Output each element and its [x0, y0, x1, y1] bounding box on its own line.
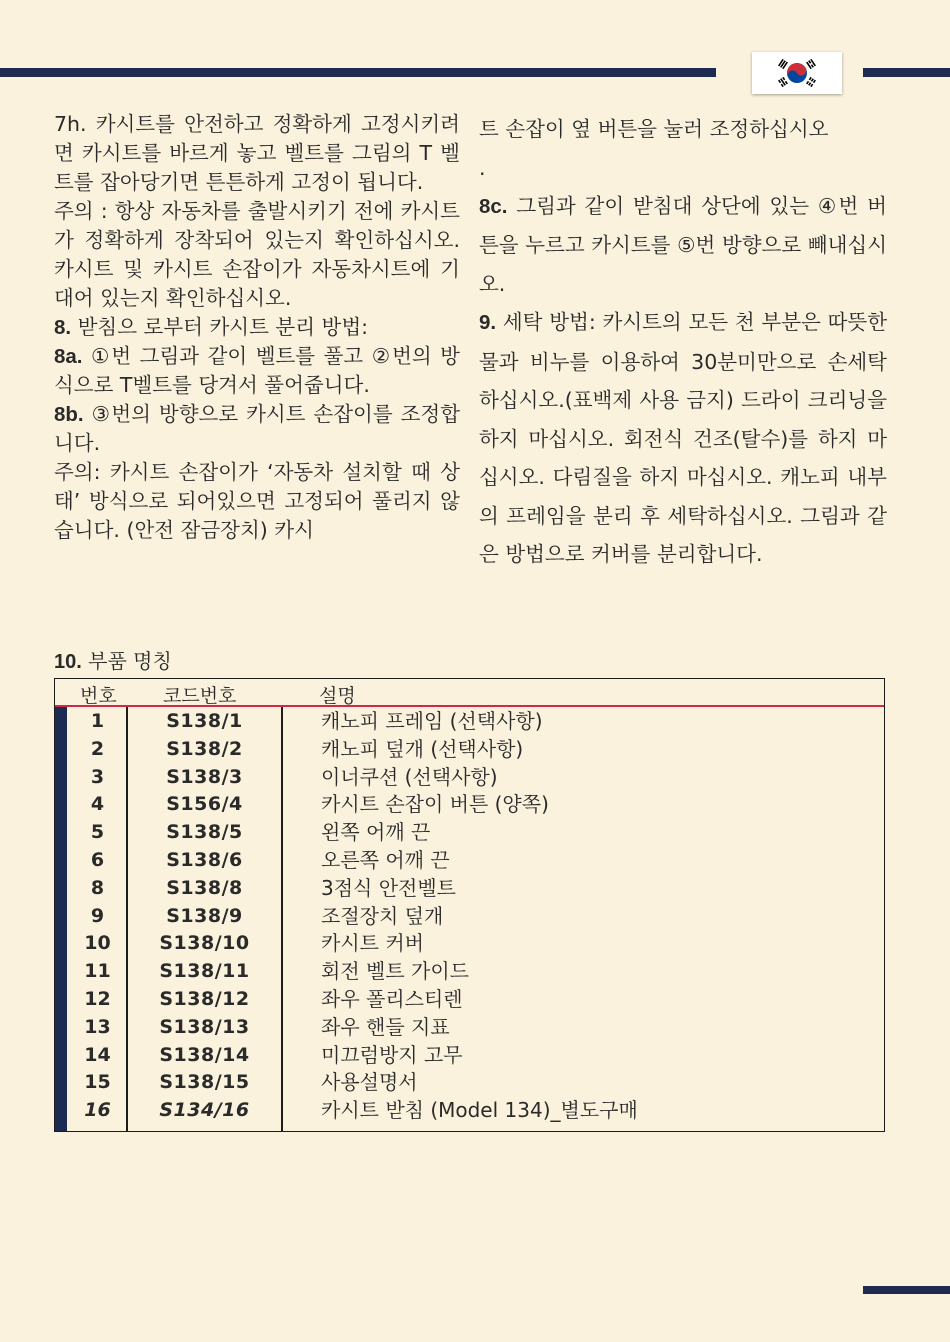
part-description: 캐노피 프레임 (선택사항): [321, 709, 543, 733]
table-row: [55, 1013, 884, 1041]
table-row: [55, 929, 884, 957]
part-number: 1: [90, 710, 105, 732]
step-8a: [54, 342, 460, 400]
table-header: [55, 679, 884, 707]
bottom-divider-bar: [863, 1286, 950, 1294]
step-8a-text: ①번 그림과 같이 벨트를 풀고 ②번의 방식으로 T벨트를 당겨서 풀어줍니다.: [54, 344, 460, 397]
table-row: [55, 902, 884, 930]
table-row: [55, 790, 884, 818]
header-code: 코드번호: [163, 685, 237, 707]
table-row: [55, 1068, 884, 1096]
continued-period: .: [479, 155, 486, 180]
table-row: [55, 818, 884, 846]
part-description: 카시트 커버: [321, 931, 424, 956]
parts-list-title: [54, 645, 172, 674]
part-description: 카시트 받침 (Model 134)_별도구매: [321, 1098, 638, 1123]
top-divider-bar-right: [863, 68, 950, 77]
part-description: 이너쿠션 (선택사항): [321, 764, 498, 789]
part-description: 조절장치 덮개: [321, 903, 444, 928]
part-number: 13: [84, 1015, 111, 1038]
part-description: 왼쪽 어깨 끈: [321, 820, 431, 845]
section-8-title: 받침으 로부터 카시트 분리 방법:: [71, 315, 369, 339]
caution-paragraph: 주의 : 항상 자동차를 출발시키기 전에 카시트가 정확하게 장착되어 있는지 확인하십시오. 카시트 및 카시트 손잡이가 자동차시트에 기대어 있는지 확인하십시오.: [54, 199, 460, 310]
part-number: 10: [84, 932, 111, 955]
part-number: 5: [90, 821, 105, 844]
step-8a-label: 8a.: [54, 345, 83, 368]
caution-2-text: 카시트 손잡이가 ‘자동차 설치할 때 상태’ 방식으로 되어있으면 고정되어 풀리지 않습니다. (안전 잠금장치) 카시: [54, 460, 460, 542]
part-code: S138/10: [159, 932, 250, 955]
part-description: 좌우 폴리스티렌: [321, 986, 463, 1011]
part-number: 3: [90, 765, 105, 788]
caution-2: [54, 458, 460, 545]
paragraph-7h: 7h. 카시트를 안전하고 정확하게 고정시키려면 카시트를 바르게 놓고 벨트를 그림의 T 벨트를 잡아당기면 튼튼하게 고정이 됩니다.: [54, 112, 460, 194]
step-8b-label: 8b.: [54, 403, 84, 426]
part-code: S138/9: [166, 904, 243, 927]
table-row: [55, 763, 884, 791]
table-row: [55, 707, 884, 735]
part-code: S138/13: [159, 1015, 250, 1038]
caution-2-label: 주의:: [54, 460, 101, 484]
part-description: 미끄럼방지 고무: [321, 1042, 463, 1067]
korea-flag-icon: [752, 52, 842, 94]
part-code: S138/1: [166, 710, 243, 732]
step-8c-text: 그림과 같이 받침대 상단에 있는 ④번 버튼을 누르고 카시트를 ⑤번 방향으로 빼내십시오.: [479, 193, 887, 296]
part-code: S138/8: [166, 876, 243, 899]
part-number: 11: [84, 960, 111, 983]
section-8-heading: [54, 313, 460, 342]
table-row: [55, 735, 884, 763]
header-no: 번호: [80, 685, 117, 707]
step-8b: [54, 400, 460, 458]
part-number: 16: [84, 1099, 111, 1122]
part-code: S138/6: [166, 848, 243, 871]
section-9-text: 세탁 방법: 카시트의 모든 천 부분은 따뜻한 물과 비누를 이용하여 30분미만으로 손세탁 하십시오.(표백제 사용 금지) 드라이 크리닝을 하지 마십시오. 회전식 건조(탈수)를 하지 마십시오. 다림질을 하지 마십시오. 캐노피 내부의 프레임을 분리 후 세탁하십시오. 그림과 같은 방법으로 커버를 분리합니다.: [479, 310, 887, 566]
header-desc: 설명: [319, 685, 356, 707]
part-code: S138/3: [166, 765, 243, 788]
part-code: S134/16: [159, 1099, 250, 1122]
part-number: 14: [84, 1043, 111, 1066]
continued-text: 트 손잡이 옆 버튼을 눌러 조정하십시오: [479, 117, 829, 141]
section-9: [479, 303, 887, 574]
section-8-number: 8.: [54, 316, 72, 339]
top-divider-bar: [0, 68, 716, 77]
part-code: S138/5: [166, 821, 243, 844]
left-text-column: [54, 110, 460, 545]
part-description: 카시트 손잡이 버튼 (양쪽): [321, 792, 549, 817]
table-row: [55, 1096, 884, 1124]
part-code: S138/2: [166, 737, 243, 760]
part-code: S138/15: [159, 1071, 250, 1094]
part-description: 캐노피 덮개 (선택사항): [321, 736, 524, 761]
part-description: 3점식 안전벨트: [321, 875, 457, 900]
part-number: 9: [90, 904, 105, 927]
step-8c-label: 8c.: [479, 194, 508, 218]
part-number: 2: [90, 737, 105, 760]
parts-title-text: 부품 명칭: [81, 649, 172, 673]
part-number: 6: [90, 848, 105, 871]
table-row: [55, 1041, 884, 1069]
part-description: 회전 벨트 가이드: [321, 959, 469, 984]
part-number: 4: [90, 793, 105, 816]
part-code: S138/14: [159, 1043, 250, 1066]
table-row: [55, 874, 884, 902]
right-text-column: [479, 110, 887, 574]
part-number: 8: [90, 876, 105, 899]
part-number: 12: [84, 987, 111, 1010]
parts-table: [54, 678, 885, 1132]
parts-title-number: 10.: [54, 651, 82, 673]
table-row: [55, 957, 884, 985]
part-number: 15: [84, 1071, 111, 1094]
part-code: S138/11: [159, 960, 250, 983]
step-8b-text: ③번의 방향으로 카시트 손잡이를 조정합니다.: [54, 402, 460, 455]
section-9-label: 9.: [479, 311, 497, 334]
table-row: [55, 846, 884, 874]
part-description: 좌우 핸들 지표: [321, 1014, 450, 1039]
table-row: [55, 985, 884, 1013]
part-description: 사용설명서: [321, 1070, 418, 1095]
step-8c: [479, 187, 887, 304]
part-code: S156/4: [166, 793, 243, 816]
part-code: S138/12: [159, 987, 250, 1010]
table-body: [55, 707, 884, 1124]
part-description: 오른쪽 어깨 끈: [321, 847, 450, 872]
